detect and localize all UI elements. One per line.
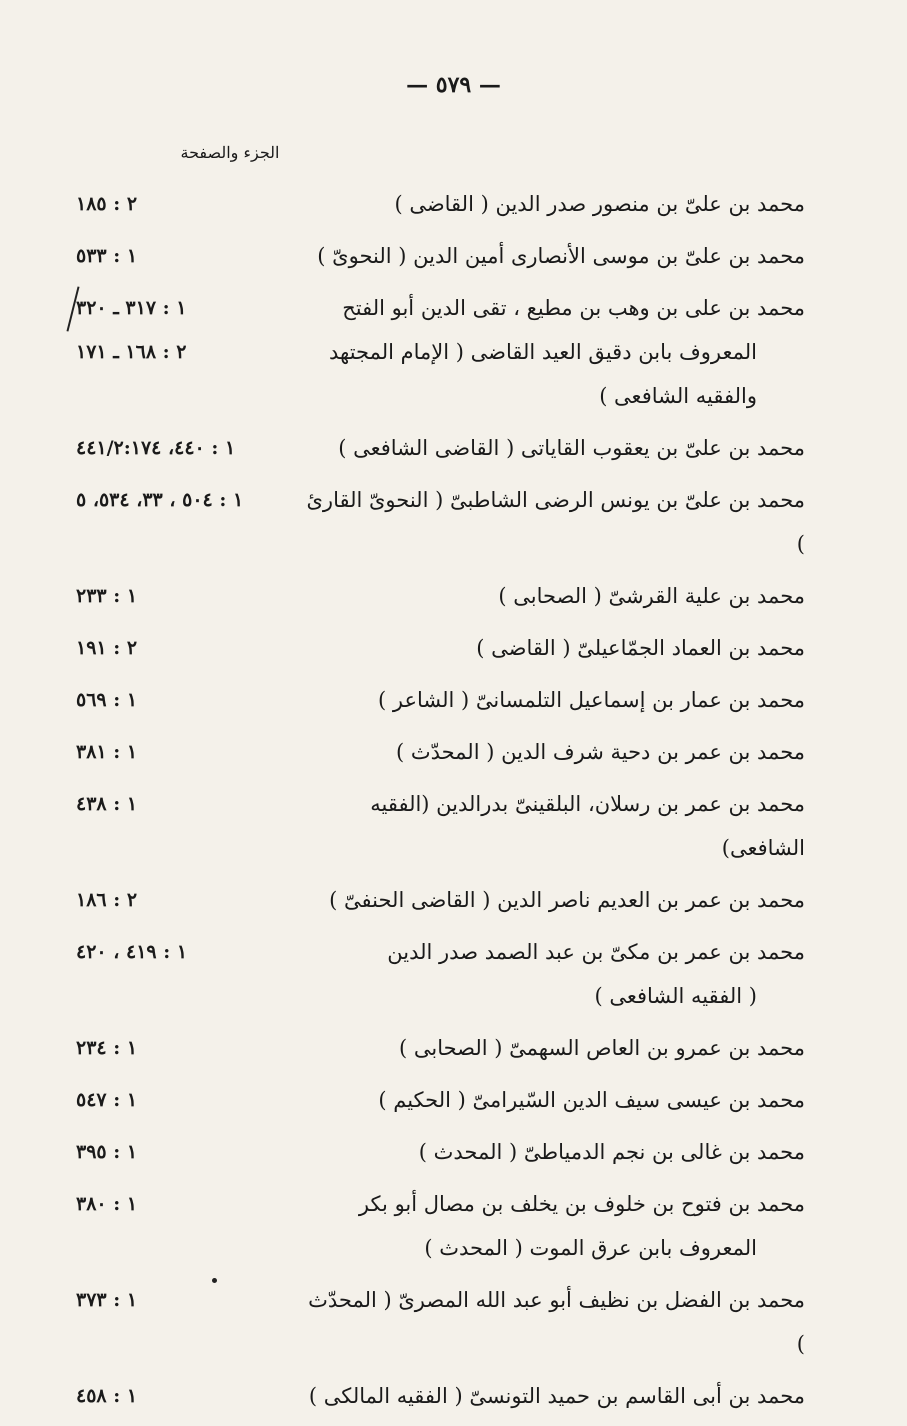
entry-name: محمد بن عمار بن إسماعيل التلمسانىّ ( الشاعر ) [378, 688, 805, 712]
entry-ref: ١ : ٥٠٤ ، ٣٣، ٥٣٤، ٥ [76, 489, 244, 511]
index-entries [70, 182, 805, 1426]
entry-ref: ١ : ٥٦٩ [76, 689, 138, 711]
index-entry [70, 574, 805, 618]
index-entry [70, 626, 805, 670]
entry-ref: ١ : ٣٨١ [76, 741, 138, 763]
entry-ref: ١ : ٢٣٤ [76, 1037, 138, 1059]
index-entry [70, 1078, 805, 1122]
entry-name-block [305, 930, 805, 1018]
index-entry [70, 1130, 805, 1174]
entry-ref: ١ : ٣٨٠ [76, 1193, 138, 1215]
index-entry [70, 182, 805, 226]
entry-name: محمد بن الفضل بن نظيف أبو عبد الله المصرىّ ( المحدّث ) [308, 1288, 805, 1356]
entry-ref: ١ : ٥٤٧ [76, 1089, 138, 1111]
index-entry [70, 1182, 805, 1270]
entry-name: محمد بن علية القرشىّ ( الصحابى ) [498, 584, 805, 608]
index-entry [70, 1026, 805, 1070]
index-entry [70, 930, 805, 1018]
entry-name: محمد بن علىّ بن يونس الرضى الشاطبىّ ( النحوىّ القارئ ) [306, 488, 805, 556]
column-header: الجزء والصفحة [180, 143, 280, 162]
index-entry [70, 426, 805, 470]
page-number: — ٥٧٩ — [406, 72, 501, 98]
index-entry [70, 234, 805, 278]
entry-continuation: ( الفقيه الشافعى ) [594, 984, 757, 1008]
entry-ref: ١ : ٤١٩ ، ٤٢٠ [76, 941, 188, 963]
entry-name: محمد بن عمر بن رسلان، البلقينىّ بدرالدين (الفقيه الشافعى) [370, 792, 805, 860]
entry-name-block [305, 1182, 805, 1270]
entry-ref: ٢ : ١٩١ [76, 637, 138, 659]
index-entry [70, 286, 805, 418]
entry-name: محمد بن علىّ بن موسى الأنصارى أمين الدين ( النحوىّ ) [317, 244, 805, 268]
entry-ref: ١ : ٣٧٣ [76, 1289, 138, 1311]
entry-name: محمد بن عمر بن دحية شرف الدين ( المحدّث ) [395, 740, 805, 764]
entry-name: محمد بن فتوح بن خلوف بن يخلف بن مصال أبو بكر [358, 1192, 805, 1216]
entry-name: محمد بن غالى بن نجم الدمياطىّ ( المحدث ) [418, 1140, 805, 1164]
index-entry [70, 678, 805, 722]
entry-continuation: المعروف بابن دقيق العيد القاضى ( الإمام المجتهد والفقيه الشافعى ) [329, 340, 757, 408]
entry-ref: ٢ : ١٨٦ [76, 889, 138, 911]
entry-name: محمد بن علىّ بن منصور صدر الدين ( القاضى ) [394, 192, 805, 216]
entry-ref: ١ : ٣٩٥ [76, 1141, 138, 1163]
stray-dot [212, 1278, 217, 1283]
entry-ref: ١ : ٤٥٨ [76, 1385, 138, 1407]
entry-ref: ١ : ٥٣٣ [76, 245, 138, 267]
index-entry [70, 1278, 805, 1366]
entry-name: محمد بن عمر بن العديم ناصر الدين ( القاضى الحنفىّ ) [329, 888, 805, 912]
entry-name-block [305, 286, 805, 418]
entry-ref: ١ : ٤٣٨ [76, 793, 138, 815]
index-entry [70, 478, 805, 566]
index-entry [70, 730, 805, 774]
entry-name: محمد بن عيسى سيف الدين السّيرامىّ ( الحكيم ) [378, 1088, 805, 1112]
entry-name: محمد بن العماد الجمّاعيلىّ ( القاضى ) [476, 636, 805, 660]
entry-name: محمد بن عمرو بن العاص السهمىّ ( الصحابى ) [398, 1036, 805, 1060]
entry-ref-second: ٢ : ١٦٨ ـ ١٧١ [76, 341, 187, 363]
entry-ref: ١ : ٣١٧ ـ ٣٢٠ [76, 297, 187, 319]
entry-name: محمد بن عمر بن مكىّ بن عبد الصمد صدر الدين [387, 940, 805, 964]
entry-name: محمد بن على بن وهب بن مطيع ، تقى الدين أبو الفتح [342, 296, 805, 320]
index-entry [70, 878, 805, 922]
entry-name: محمد بن علىّ بن يعقوب القاياتى ( القاضى الشافعى ) [338, 436, 805, 460]
entry-ref-block [70, 286, 305, 374]
index-entry [70, 1374, 805, 1418]
entry-name: محمد بن أبى القاسم بن حميد التونسىّ ( الفقيه المالكى ) [308, 1384, 805, 1408]
entry-continuation: المعروف بابن عرق الموت ( المحدث ) [424, 1236, 757, 1260]
entry-ref: ٢ : ١٨٥ [76, 193, 138, 215]
entry-ref: ١ : ٤٤٠، ٤٤١/٢:١٧٤ [76, 437, 236, 459]
entry-ref: ١ : ٢٣٣ [76, 585, 138, 607]
index-entry [70, 782, 805, 870]
